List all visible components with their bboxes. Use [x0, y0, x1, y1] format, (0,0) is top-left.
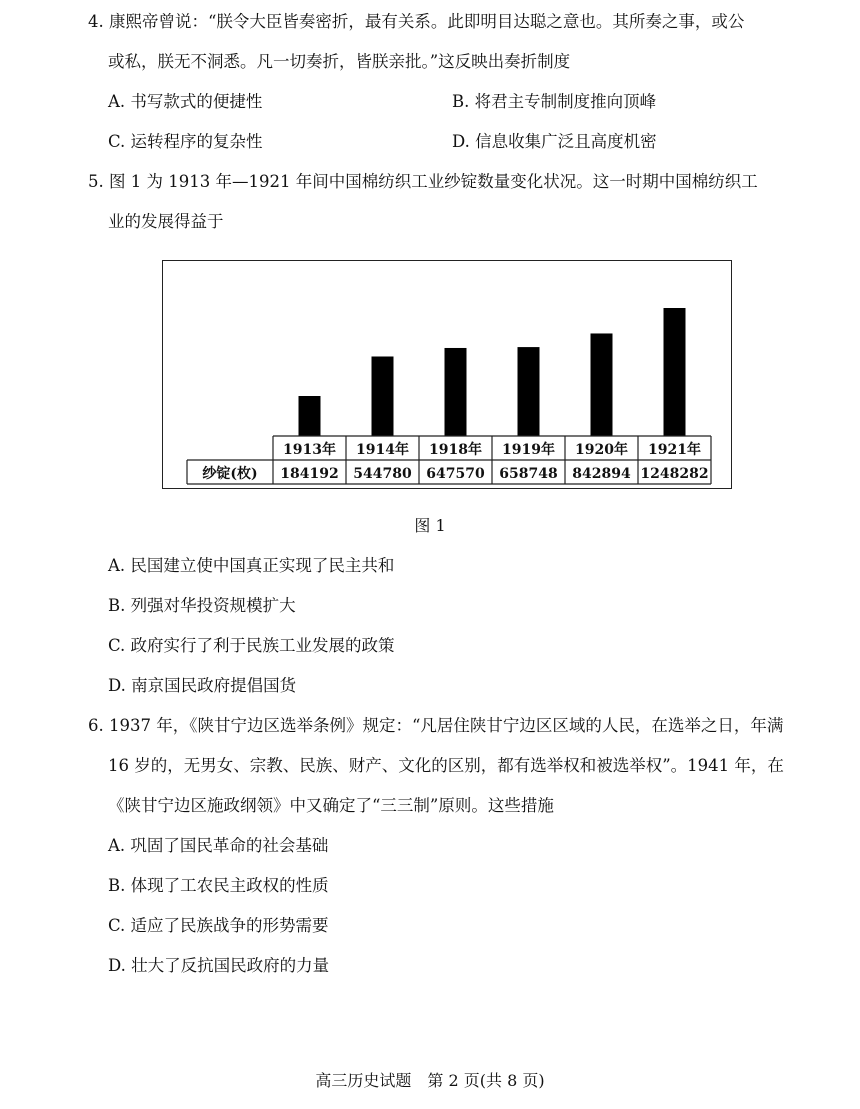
value-label: 184192 — [280, 466, 339, 482]
year-label: 1921年 — [648, 442, 701, 458]
q5-option-d: D. 南京国民政府提倡国货 — [108, 676, 297, 695]
q4-option-b: B. 将君主专制制度推向顶峰 — [452, 92, 657, 111]
year-label: 1918年 — [429, 442, 482, 458]
year-label: 1920年 — [575, 442, 628, 458]
q5-stem-line1: 5. 图 1 为 1913 年—1921 年间中国棉纺织工业纱锭数量变化状况。这一时期中国棉纺织工 — [88, 172, 758, 191]
bar-1921年 — [664, 308, 686, 436]
q6-option-d: D. 壮大了反抗国民政府的力量 — [108, 956, 330, 975]
value-label: 544780 — [353, 466, 412, 482]
q5-option-b: B. 列强对华投资规模扩大 — [108, 596, 296, 615]
q6-option-b: B. 体现了工农民主政权的性质 — [108, 876, 329, 895]
bar-1919年 — [518, 347, 540, 436]
bar-1913年 — [299, 396, 321, 436]
q6-stem-line3: 《陕甘宁边区施政纲领》中又确定了“三三制”原则。这些措施 — [108, 796, 554, 815]
value-label: 842894 — [572, 466, 631, 482]
q6-option-c: C. 适应了民族战争的形势需要 — [108, 916, 329, 935]
q4-option-c: C. 运转程序的复杂性 — [108, 132, 263, 151]
year-label: 1913年 — [283, 442, 336, 458]
q6-option-a: A. 巩固了国民革命的社会基础 — [108, 836, 329, 855]
value-label: 1248282 — [640, 466, 709, 482]
value-label: 658748 — [499, 466, 558, 482]
bar-1918年 — [445, 348, 467, 436]
q4-stem-line1: 4. 康熙帝曾说：“朕令大臣皆奏密折，最有关系。此即明目达聪之意也。其所奏之事，或公 — [88, 12, 745, 31]
q6-stem-line1: 6. 1937 年，《陕甘宁边区选举条例》规定：“凡居住陕甘宁边区区域的人民，在选举之日，年满 — [88, 716, 784, 735]
figure-caption: 图 1 — [414, 516, 446, 535]
q5-stem-line2: 业的发展得益于 — [108, 212, 224, 231]
q4-stem-line2: 或私，朕无不洞悉。凡一切奏折，皆朕亲批。”这反映出奏折制度 — [108, 52, 571, 71]
q5-option-a: A. 民国建立使中国真正实现了民主共和 — [108, 556, 395, 575]
q6-stem-line2: 16 岁的，无男女、宗教、民族、财产、文化的区别，都有选举权和被选举权”。1941 年，在 — [108, 756, 784, 775]
year-label: 1914年 — [356, 442, 409, 458]
spindle-chart — [162, 260, 732, 489]
year-label: 1919年 — [502, 442, 555, 458]
spindle-chart-svg — [163, 261, 733, 490]
value-label: 647570 — [426, 466, 485, 482]
q4-option-a: A. 书写款式的便捷性 — [108, 92, 263, 111]
q4-option-d: D. 信息收集广泛且高度机密 — [452, 132, 657, 151]
page-footer: 高三历史试题 第 2 页(共 8 页) — [315, 1071, 545, 1090]
bar-1914年 — [372, 356, 394, 436]
bar-1920年 — [591, 333, 613, 436]
q5-option-c: C. 政府实行了利于民族工业发展的政策 — [108, 636, 395, 655]
row-label-spindles: 纱锭(枚) — [202, 466, 258, 482]
